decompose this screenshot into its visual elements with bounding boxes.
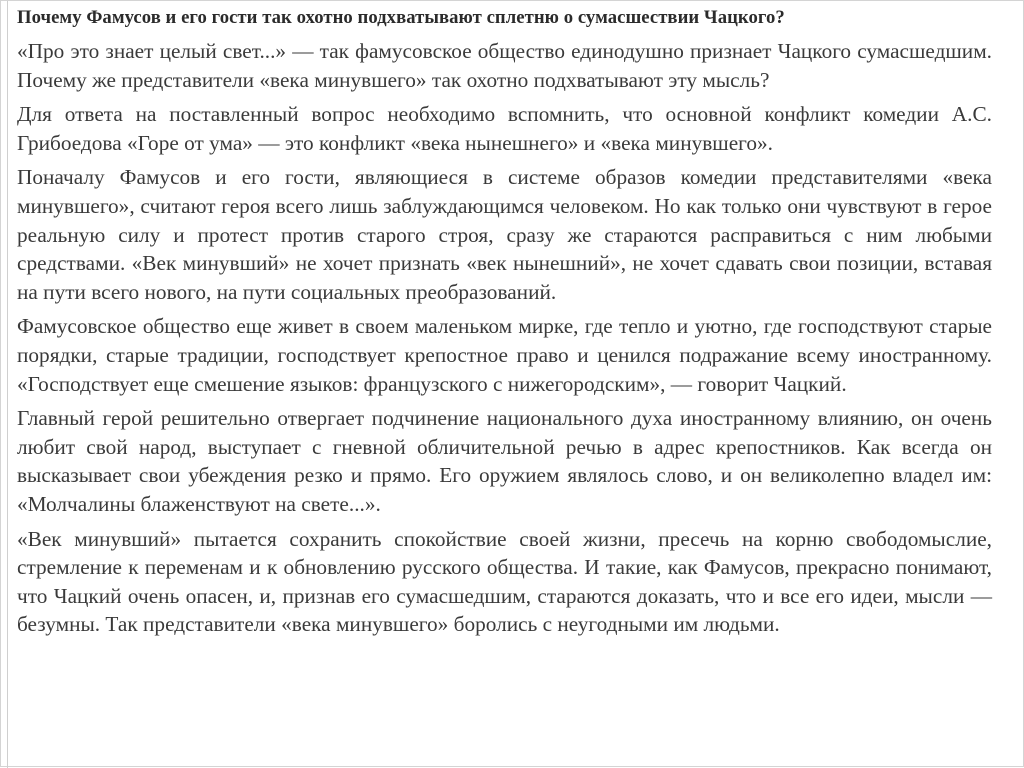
paragraph-3: Поначалу Фамусов и его гости, являющиеся в системе образов комедии представителями «века минувшего», считают героя всего лишь заблуждающимся человеком. Но как только они чувствуют в герое реальную силу и протест против старого строя, сразу же стараются расправиться с ним любыми средствами. «Век минувший» не хочет признать «век нынешний», не хочет сдавать свои позиции, вставая на пути всего нового, на пути социальных преобразований. — [17, 165, 992, 304]
paragraph-6: «Век минувший» пытается сохранить спокойствие своей жизни, пресечь на корню свободомыслие, стремление к переменам и к обновлению русского общества. И такие, как Фамусов, прекрасно понимают, что Чацкий очень опасен, и, признав его сумасшедшим, стараются доказать, что и все его идеи, мысли — безумны. Так представители «века минувшего» боролись с неугодными им людьми. — [17, 526, 992, 637]
paragraph-4: Фамусовское общество еще живет в своем маленьком мирке, где тепло и уютно, где господствуют старые порядки, старые традиции, господствует крепостное право и ценился подражание всему иностранному. «Господствует еще смешение языков: французского с нижегородским», — говорит Чацкий. — [17, 314, 992, 396]
document-body — [17, 5, 992, 645]
paragraph-1: «Про это знает целый свет...» — так фамусовское общество единодушно признает Чацкого сумасшедшим. Почему же представители «века минувшего» так охотно подхватывают эту мысль? — [17, 39, 992, 92]
document-title: Почему Фамусов и его гости так охотно подхватывают сплетню о сумасшествии Чацкого? — [17, 7, 785, 28]
left-frame-line — [7, 1, 8, 768]
paragraph-2: Для ответа на поставленный вопрос необходимо вспомнить, что основной конфликт комедии А.С. Грибоедова «Горе от ума» — это конфликт «века нынешнего» и «века минувшего». — [17, 102, 992, 155]
paragraph-5: Главный герой решительно отвергает подчинение национального духа иностранному влиянию, он очень любит свой народ, выступает с гневной обличительной речью в адрес крепостников. Как всегда он высказывает свои убеждения резко и прямо. Его оружием являлось слово, и он великолепно владел им: «Молчалины блаженствуют на свете...». — [17, 406, 992, 516]
